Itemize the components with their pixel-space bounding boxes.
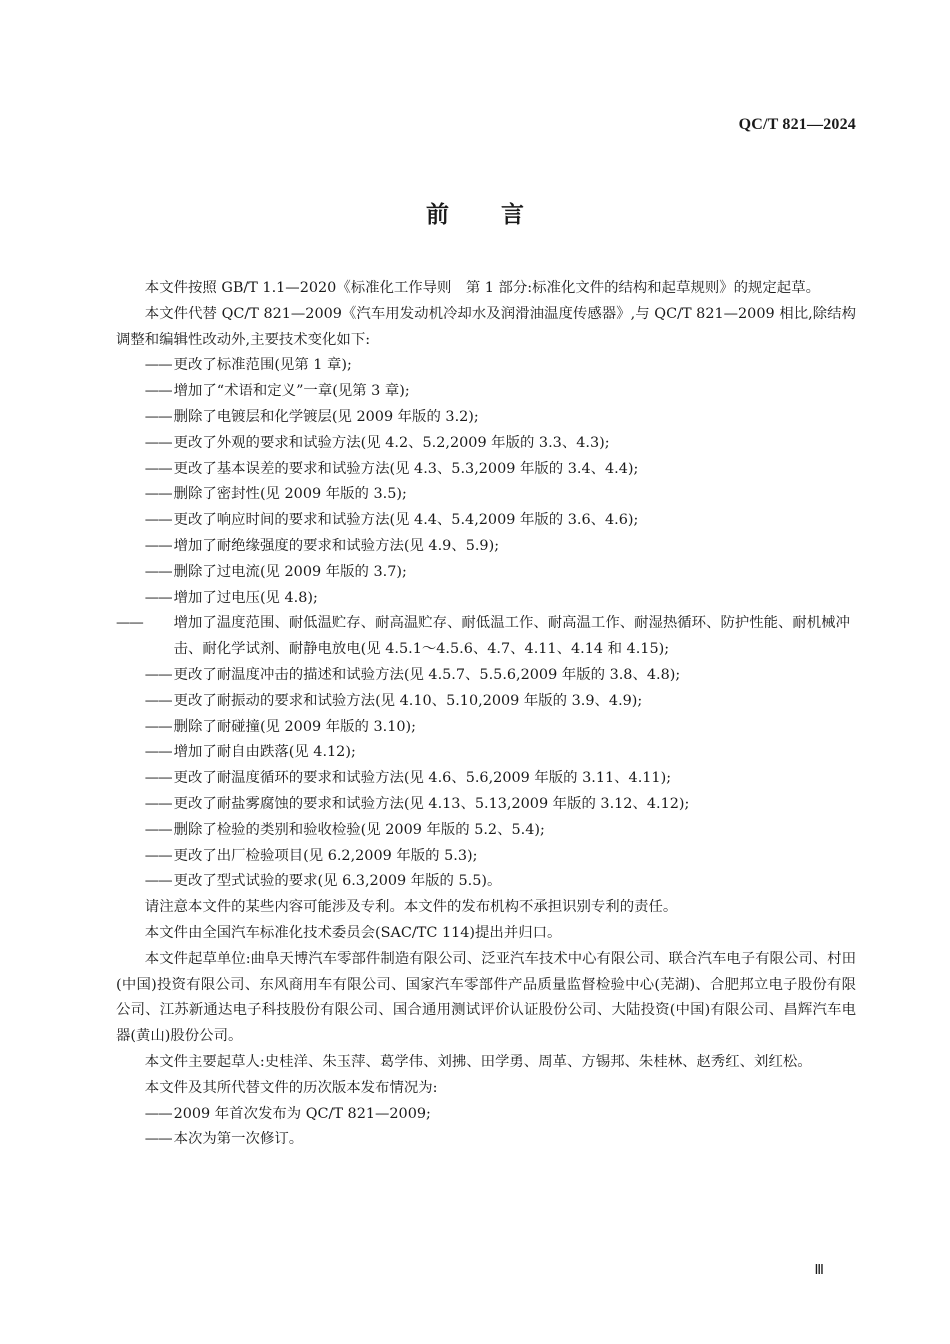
list-item: —— 2009 年首次发布为 QC/T 821—2009; (116, 1102, 856, 1128)
list-item: —— 更改了出厂检验项目(见 6.2,2009 年版的 5.3); (116, 844, 856, 870)
list-item: —— 删除了电镀层和化学镀层(见 2009 年版的 3.2); (116, 405, 856, 431)
list-item: —— 删除了检验的类别和验收检验(见 2009 年版的 5.2、5.4); (116, 818, 856, 844)
dash-marker: —— (144, 692, 172, 709)
paragraph: 本文件及其所代替文件的历次版本发布情况为: (144, 1079, 438, 1096)
list-item: —— 更改了耐温度循环的要求和试验方法(见 4.6、5.6,2009 年版的 3.11、4.11); (116, 766, 856, 792)
dash-marker: —— (144, 1105, 172, 1122)
dash-marker: —— (144, 795, 172, 812)
list-item: —— 增加了过电压(见 4.8); (116, 586, 856, 612)
list-item: —— 更改了耐温度冲击的描述和试验方法(见 4.5.7、5.5.6,2009 年版的 3.8、4.8); (116, 663, 856, 689)
list-item: —— 更改了耐盐雾腐蚀的要求和试验方法(见 4.13、5.13,2009 年版的 3.12、4.12); (116, 792, 856, 818)
dash-marker: —— (144, 873, 172, 890)
list-item: —— 本次为第一次修订。 (116, 1127, 856, 1153)
list-item: —— 更改了耐振动的要求和试验方法(见 4.10、5.10,2009 年版的 3.9、4.9); (116, 689, 856, 715)
dash-marker: —— (144, 434, 172, 451)
page-title-char-2: 言 (501, 202, 524, 228)
paragraph: 本文件按照 GB/T 1.1—2020《标准化工作导则 第 1 部分:标准化文件的结构和起草规则》的规定起草。 (144, 280, 820, 296)
dash-marker: —— (144, 744, 172, 761)
page-number: Ⅲ (814, 1263, 824, 1278)
dash-marker: —— (144, 383, 172, 400)
list-item: —— 删除了密封性(见 2009 年版的 3.5); (116, 482, 856, 508)
list-item: —— 更改了型式试验的要求(见 6.3,2009 年版的 5.5)。 (116, 869, 856, 895)
dash-marker: —— (144, 357, 172, 374)
dash-marker: —— (116, 615, 143, 632)
history-list (116, 1102, 856, 1154)
dash-marker: —— (144, 537, 172, 554)
dash-marker: —— (144, 563, 172, 580)
dash-marker: —— (144, 408, 172, 425)
dash-marker: —— (144, 718, 172, 735)
preface-body (116, 276, 856, 1153)
paragraph: 本文件代替 QC/T 821—2009《汽车用发动机冷却水及润滑油温度传感器》,与 QC/T 821—2009 相比,除结构调整和编辑性改动外,主要技术变化如下: (116, 305, 856, 348)
list-item: —— 增加了“术语和定义”一章(见第 3 章); (116, 379, 856, 405)
dash-marker: —— (144, 770, 172, 787)
page-title-char-1: 前 (426, 202, 449, 228)
paragraph: 本文件起草单位:曲阜天博汽车零部件制造有限公司、泛亚汽车技术中心有限公司、联合汽车电子有限公司、村田(中国)投资有限公司、东风商用车有限公司、国家汽车零部件产品质量监督检验中心(芜湖)、合肥邦立电子股份有限公司、江苏新通达电子科技股份有限公司、国合通用测试评价认证股份公司、大陆投资(中国)有限公司、昌辉汽车电器(黄山)股份公司。 (116, 950, 856, 1045)
list-item: —— 更改了标准范围(见第 1 章); (116, 353, 856, 379)
dash-marker: —— (144, 512, 172, 529)
list-item: —— 增加了耐绝缘强度的要求和试验方法(见 4.9、5.9); (116, 534, 856, 560)
dash-marker: —— (144, 1131, 172, 1148)
list-item: —— 删除了过电流(见 2009 年版的 3.7); (116, 560, 856, 586)
dash-marker: —— (144, 821, 172, 838)
list-item: —— 更改了基本误差的要求和试验方法(见 4.3、5.3,2009 年版的 3.4、4.4); (116, 457, 856, 483)
dash-marker: —— (144, 589, 172, 606)
list-item: —— 增加了温度范围、耐低温贮存、耐高温贮存、耐低温工作、耐高温工作、耐湿热循环、防护性能、耐机械冲击、耐化学试剂、耐静电放电(见 4.5.1～4.5.6、4.7、4.11、4.14 和 4.15); (116, 611, 856, 663)
list-item: —— 更改了外观的要求和试验方法(见 4.2、5.2,2009 年版的 3.3、4.3); (116, 431, 856, 457)
paragraph: 本文件主要起草人:史桂洋、朱玉萍、葛学伟、刘拂、田学勇、周革、方锡邦、朱桂林、赵秀红、刘红松。 (144, 1053, 812, 1070)
changes-list (116, 353, 856, 895)
document-code: QC/T 821—2024 (738, 116, 856, 133)
dash-marker: —— (144, 460, 172, 477)
list-item: —— 更改了响应时间的要求和试验方法(见 4.4、5.4,2009 年版的 3.6、4.6); (116, 508, 856, 534)
paragraph: 本文件由全国汽车标准化技术委员会(SAC/TC 114)提出并归口。 (144, 924, 562, 941)
dash-marker: —— (144, 847, 172, 864)
dash-marker: —— (144, 666, 172, 683)
page-title (0, 196, 950, 229)
dash-marker: —— (144, 486, 172, 503)
list-item: —— 删除了耐碰撞(见 2009 年版的 3.10); (116, 715, 856, 741)
list-item: —— 增加了耐自由跌落(见 4.12); (116, 740, 856, 766)
paragraph: 请注意本文件的某些内容可能涉及专利。本文件的发布机构不承担识别专利的责任。 (144, 899, 678, 916)
